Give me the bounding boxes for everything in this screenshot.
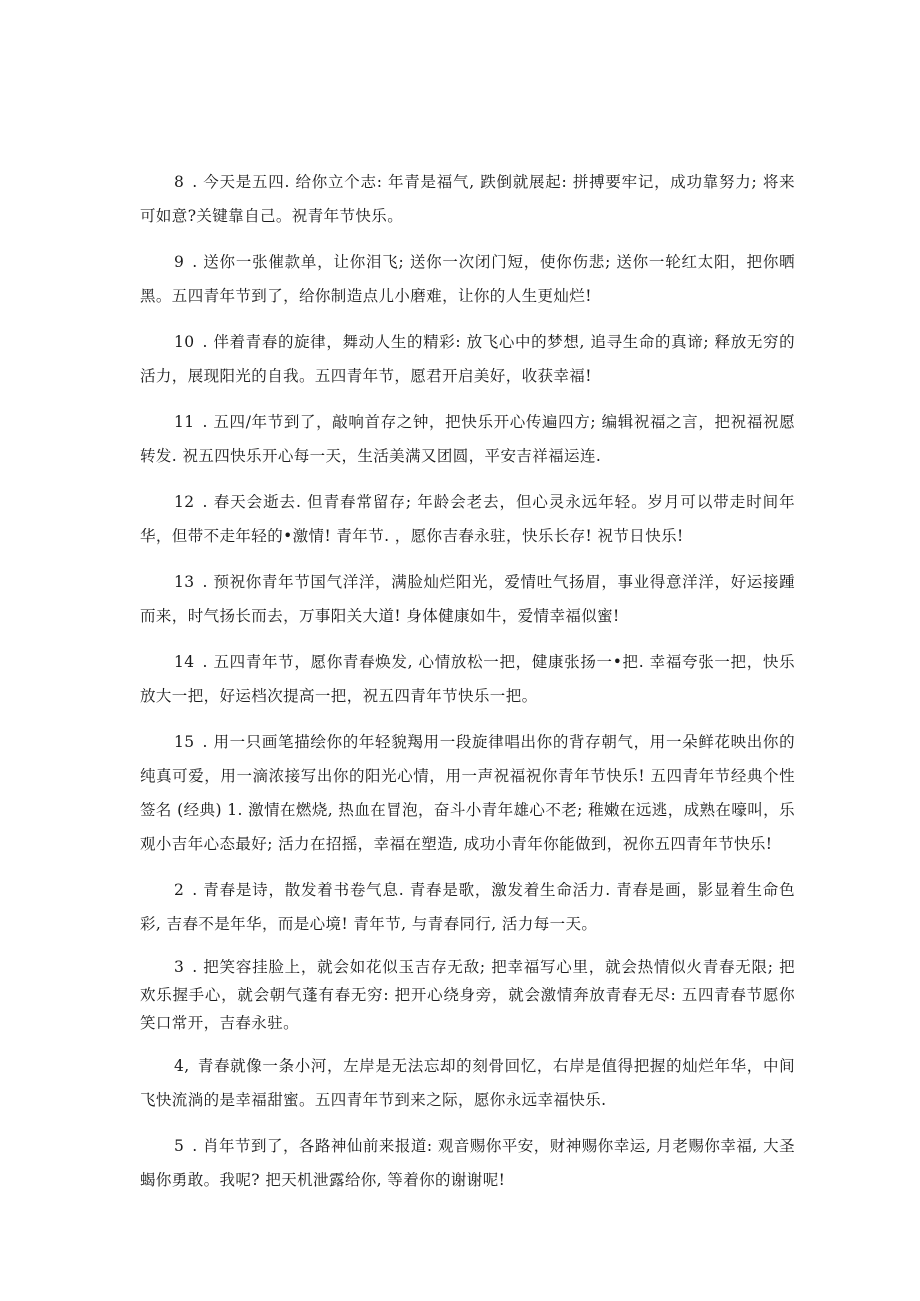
paragraph-text: . 今天是五四. 给你立个志: 年青是福气, 跌倒就展起: 拼搏要牢记，成功靠努力; 将来可如意?关键靠自己。祝青年节快乐。 [140,173,795,225]
paragraph-number: 12 [174,493,195,511]
paragraph-9 [140,245,795,313]
paragraph-number: 2 [174,881,185,899]
paragraph-text: . 肖年节到了，各路神仙前来报道: 观音赐你平安，财神赐你幸运, 月老赐你幸福, 大圣蝎你勇敢。我呢? 把天机泄露给你, 等着你的谢谢呢! [140,1137,795,1189]
paragraph-5 [140,1129,795,1197]
paragraph-number: 9 [174,253,185,271]
paragraph-10 [140,325,795,393]
paragraph-number: 14 [174,653,195,671]
paragraph-number: 15 [174,733,195,751]
paragraph-number: 3 [174,958,185,976]
paragraph-number: 13 [174,573,195,591]
paragraph-8 [140,165,795,233]
paragraph-number: 8 [174,173,185,191]
paragraph-text: . 伴着青春的旋律，舞动人生的精彩: 放飞心中的梦想, 追寻生命的真谛; 释放无穷的活力，展现阳光的自我。五四青年节，愿君开启美好，收获幸福! [140,333,795,385]
paragraph-number: 10 [174,333,195,351]
paragraph-13 [140,565,795,633]
paragraph-number: 4, [174,1057,190,1075]
paragraph-text: . 青春是诗，散发着书卷气息. 青春是歌，激发着生命活力. 青春是画，影显着生命色彩, 吉春不是年华，而是心境! 青年节, 与青春同行, 活力每一天。 [140,881,795,933]
paragraph-2 [140,873,795,941]
paragraph-text: . 五四青年节，愿你青春焕发, 心情放松一把，健康张扬一•把. 幸福夸张一把，快乐放大一把，好运档次提高一把，祝五四青年节快乐一把。 [140,653,795,705]
document-body [140,165,795,1209]
paragraph-number: 5 [174,1137,185,1155]
paragraph-text: . 春天会逝去. 但青春常留存; 年龄会老去，但心灵永远年轻。岁月可以带走时间年华，但带不走年轻的•激情! 青年节. ，愿你吉春永驻，快乐长存! 祝节日快乐! [140,493,795,545]
paragraph-text: . 预祝你青年节国气洋洋，满脸灿烂阳光，爱情吐气扬眉，事业得意洋洋，好运接踵而来，时气扬长而去，万事阳关大道! 身体健康如牛，爱情幸福似蜜! [140,573,795,625]
paragraph-text: 青春就像一条小河，左岸是无法忘却的刻骨回忆，右岸是值得把握的灿烂年华，中间飞快流淌的是幸福甜蜜。五四青年节到来之际，愿你永远幸福快乐. [140,1057,795,1109]
paragraph-text: . 送你一张催款单，让你泪飞; 送你一次闭门短，使你伤悲; 送你一轮红太阳，把你晒黑。五四青年节到了，给你制造点儿小磨难，让你的人生更灿烂! [140,253,795,305]
paragraph-4 [140,1049,795,1117]
paragraph-text: . 五四/年节到了，敲响首存之钟，把快乐开心传遍四方; 编辑祝福之言，把祝福祝愿转发. 祝五四快乐开心每一天，生活美满又团圆，平安吉祥福运连. [140,413,795,465]
paragraph-3 [140,953,795,1037]
paragraph-11 [140,405,795,473]
paragraph-text: . 把笑容挂脸上，就会如花似玉吉存无敌; 把幸福写心里，就会热情似火青春无限; 把欢乐握手心，就会朝气蓬有春无穷: 把开心绕身旁，就会激情奔放青春无尽: 五四青春节愿你笑口常开，吉春永驻。 [140,958,795,1032]
paragraph-15 [140,725,795,861]
paragraph-14 [140,645,795,713]
paragraph-12 [140,485,795,553]
paragraph-text: . 用一只画笔描绘你的年轻貌羯用一段旋律唱出你的背存朝气，用一朵鲜花映出你的纯真可爱，用一滴浓接写出你的阳光心情，用一声祝福祝你青年节快乐! 五四青年节经典个性签名 (经典) 1. 激情在燃烧, 热血在冒泡，奋斗小青年雄心不老; 稚嫩在远逃，成熟在嚎叫，乐观小吉年心态最好; 活力在招摇，幸福在塑造, 成功小青年你能做到，祝你五四青年节快乐! [140,733,795,853]
paragraph-number: 11 [174,413,195,431]
